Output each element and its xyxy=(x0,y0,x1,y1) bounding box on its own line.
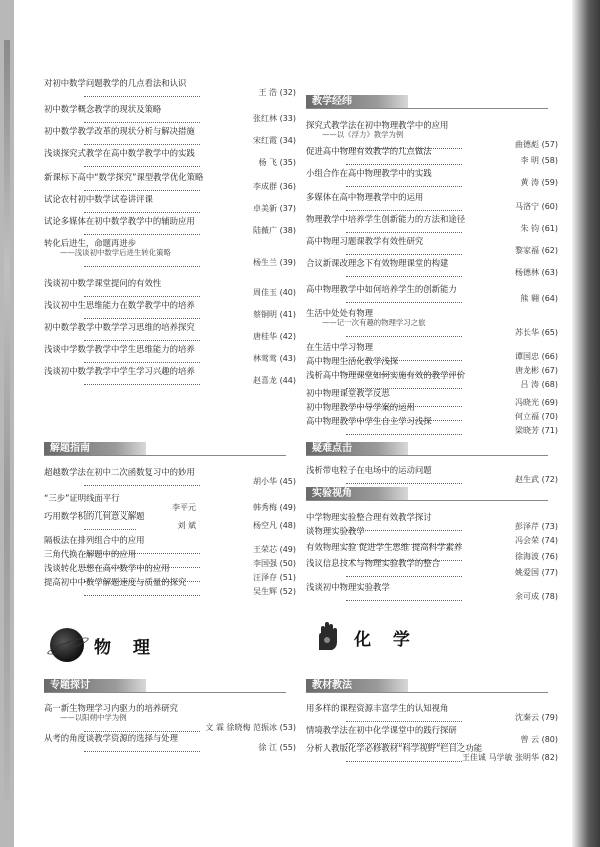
leader-dots xyxy=(84,595,200,596)
leader-dots xyxy=(84,266,200,267)
toc-entry-subtitle: ——浅谈初中数学后进生转化策略 xyxy=(60,248,171,257)
toc-entry xyxy=(306,192,558,211)
toc-entry-author-page: 姚爱国 (77) xyxy=(515,568,558,577)
toc-entry-author-page: 唐桂华 (42) xyxy=(253,332,296,341)
toc-entry xyxy=(306,236,558,255)
toc-entry-title: 物理教学中培养学生创新能力的方法和途径 xyxy=(306,214,466,224)
toc-entry-author-page: 沈秦云 (79) xyxy=(515,713,558,722)
toc-entry-title: 浅谈初中数学课堂提问的有效性 xyxy=(44,278,162,288)
toc-entry-author-page: 赵喜龙 (44) xyxy=(253,376,296,385)
toc-entry-author-page: 陆薇广 (38) xyxy=(253,226,296,235)
toc-entry-author-page: 吴生辉 (52) xyxy=(253,587,296,596)
subject-physics-label: 物 理 xyxy=(94,637,158,658)
toc-entry-title: 高中物理教学中如何培养学生的创新能力 xyxy=(306,284,457,294)
toc-entry-title: 浅析带电粒子在电场中的运动问题 xyxy=(306,465,432,475)
toc-entry xyxy=(306,703,558,722)
leader-dots xyxy=(84,340,200,341)
toc-entry-title: 用多样的课程资源丰富学生的认知视角 xyxy=(306,703,449,713)
toc-entry xyxy=(306,743,558,762)
toc-entry-subtitle: ——记一次有趣的物理学习之旅 xyxy=(322,318,426,327)
toc-entry-title: 浅谈转化思想在高中数学中的应用 xyxy=(44,563,170,573)
toc-entry-title: 浅析高中物理课堂如何实施有效的教学评价 xyxy=(306,370,466,380)
toc-entry-title: 小组合作在高中物理教学中的实践 xyxy=(306,168,432,178)
leader-dots xyxy=(84,296,200,297)
leader-dots xyxy=(346,761,462,762)
toc-entry-title: 转化后进生，命题再进步 xyxy=(44,238,137,248)
toc-entry xyxy=(44,194,296,213)
leader-dots xyxy=(84,166,200,167)
toc-entry-title: 初中数学教学改革的现状分析与解决措施 xyxy=(44,126,195,136)
toc-entry-title: 促进高中物理有效教学的几点做法 xyxy=(306,146,432,156)
toc-entry-author-page: 周佳玉 (40) xyxy=(253,288,296,297)
toc-entry-author-page: 何立福 (70) xyxy=(515,412,558,421)
toc-entry-author-page: 谭国忠 (66) xyxy=(515,352,558,361)
leader-dots xyxy=(84,144,200,145)
leader-dots xyxy=(84,234,200,235)
toc-entry-author-page: 韩秀梅 (49) xyxy=(253,503,296,512)
leader-dots xyxy=(346,254,462,255)
toc-entry-title: 初中数学教学中数学学习思维的培养探究 xyxy=(44,322,195,332)
toc-entry xyxy=(44,300,296,319)
toc-entry-author-page: 余可成 (78) xyxy=(515,592,558,601)
toc-entry-author-page: 杨德林 (63) xyxy=(515,268,558,277)
toc-entry xyxy=(306,465,558,484)
toc-entry xyxy=(44,703,296,732)
toc-entry-title: 生活中处处有物理 xyxy=(306,308,373,318)
toc-entry xyxy=(306,542,558,561)
leader-dots xyxy=(84,485,200,486)
toc-entry xyxy=(44,344,296,363)
toc-entry-author-page: 王 浩 (32) xyxy=(258,88,296,97)
leader-dots xyxy=(84,529,136,530)
toc-entry xyxy=(44,366,296,385)
toc-entry-author-page: 胡小华 (45) xyxy=(253,477,296,486)
toc-entry-author-page: 张红林 (33) xyxy=(253,114,296,123)
leader-dots xyxy=(346,600,462,601)
toc-entry-author-page: 李成群 (36) xyxy=(253,182,296,191)
toc-entry xyxy=(44,493,296,512)
toc-entry-author-page: 曾 云 (80) xyxy=(520,735,558,744)
toc-entry-subtitle: ——以《浮力》教学为例 xyxy=(322,130,404,139)
toc-entry-author-page: 宋红霞 (34) xyxy=(253,136,296,145)
toc-entry-author-page: 徐 江 (55) xyxy=(258,743,296,752)
subject-chemistry-heading xyxy=(310,620,418,654)
toc-entry-title: 试论农村初中数学试卷讲评课 xyxy=(44,194,153,204)
section-banner-yinandianji: 疑难点击 xyxy=(306,442,408,456)
toc-entry xyxy=(306,214,558,233)
toc-entry xyxy=(306,558,558,577)
toc-entry xyxy=(44,467,296,486)
physics-logo-icon xyxy=(50,628,84,662)
toc-entry-title: 浅谈中学数学教学中学生思维能力的培养 xyxy=(44,344,195,354)
toc-entry-title: 高中物理教学中学生自主学习浅探 xyxy=(306,416,432,426)
toc-entry xyxy=(44,104,296,123)
toc-entry-title: 超越数学法在初中二次函数复习中的妙用 xyxy=(44,467,195,477)
leader-dots xyxy=(346,434,462,435)
toc-entry-author-page: 冯会荣 (74) xyxy=(515,536,558,545)
section-banner-jiaocaijiaofa: 教材教法 xyxy=(306,679,408,693)
leader-dots xyxy=(84,731,200,732)
toc-entry xyxy=(44,172,296,191)
toc-entry xyxy=(44,511,296,530)
section-banner-jiaoxuejingwei: 教学经纬 xyxy=(306,95,408,109)
section-banner-zhuantitantao: 专题探讨 xyxy=(44,679,146,693)
toc-entry xyxy=(44,577,296,596)
toc-entry-title: 有效物理实验 促进学生思维 提高科学素养 xyxy=(306,542,463,552)
toc-entry-author-page: 王荣芯 (49) xyxy=(253,545,296,554)
toc-entry xyxy=(306,725,558,744)
toc-entry-author-page: 杨生兰 (39) xyxy=(253,258,296,267)
leader-dots xyxy=(84,122,200,123)
toc-entry xyxy=(306,308,558,337)
toc-entry-title: 多媒体在高中物理教学中的运用 xyxy=(306,192,424,202)
toc-entry-author-page: 马洛宁 (60) xyxy=(515,202,558,211)
toc-entry-author-page-secondary: 李平元 xyxy=(172,503,196,512)
toc-entry-subtitle: ——以阳朔中学为例 xyxy=(60,713,127,722)
toc-entry-title: 试论多媒体在初中数学教学中的辅助应用 xyxy=(44,216,195,226)
toc-entry xyxy=(306,120,558,149)
toc-entry-author-page: 朱 钧 (61) xyxy=(520,224,558,233)
leader-dots xyxy=(346,576,462,577)
toc-entry-author-page: 林莺莺 (43) xyxy=(253,354,296,363)
subject-chemistry-label: 化 学 xyxy=(354,629,418,650)
toc-entry xyxy=(306,146,558,165)
leader-dots xyxy=(84,751,200,752)
left-column xyxy=(44,0,296,847)
toc-entry-author-page: 黄 涛 (59) xyxy=(520,178,558,187)
toc-entry-author-page: 吕 涛 (68) xyxy=(520,380,558,389)
toc-entry-title: 高中物理生活化教学浅探 xyxy=(306,356,399,366)
toc-entry xyxy=(44,322,296,341)
toc-entry-author-page: 王佳诚 马学敏 张明华 (82) xyxy=(461,753,558,762)
toc-entry-title: 初中物理课堂教学反思 xyxy=(306,388,390,398)
toc-entry xyxy=(44,733,296,752)
toc-entry-title: 初中数学概念教学的现状及策略 xyxy=(44,104,162,114)
toc-entry-title: 探究式教学法在初中物理教学中的应用 xyxy=(306,120,449,130)
page-edge-shadow xyxy=(572,0,600,847)
toc-entry-author-page: 冯晓光 (69) xyxy=(515,398,558,407)
toc-entry-author-page: 熊 翱 (64) xyxy=(520,294,558,303)
toc-entry xyxy=(306,416,558,435)
leader-dots xyxy=(346,483,462,484)
toc-entry-title: 合议新课改理念下有效物理课堂的构建 xyxy=(306,258,449,268)
spine-strip xyxy=(0,0,14,847)
toc-entry-title: 高一新生物理学习内驱力的培养研究 xyxy=(44,703,178,713)
leader-dots xyxy=(84,212,200,213)
toc-entry xyxy=(44,216,296,235)
toc-entry-title: 浅议初中生思维能力在数学教学中的培养 xyxy=(44,300,195,310)
toc-entry-title: 高中物理习题课教学有效性研究 xyxy=(306,236,424,246)
toc-entry-title: 在生活中学习物理 xyxy=(306,342,373,352)
toc-entry-author-page: 卓美新 (37) xyxy=(253,204,296,213)
section-banner-jietizhinan: 解题指南 xyxy=(44,442,146,456)
subject-physics-heading xyxy=(50,628,158,662)
leader-dots xyxy=(346,210,462,211)
toc-entry-author-page: 杨 飞 (35) xyxy=(258,158,296,167)
toc-entry xyxy=(306,370,558,389)
toc-entry-author-page: 徐海波 (76) xyxy=(515,552,558,561)
toc-entry-title: 三角代换在解题中的应用 xyxy=(44,549,137,559)
toc-entry-title: 对初中数学问题教学的几点看法和认识 xyxy=(44,78,187,88)
toc-entry-title: 浅议信息技术与物理实验教学的整合 xyxy=(306,558,440,568)
toc-entry-author-page: 彭泽芹 (73) xyxy=(515,522,558,531)
leader-dots xyxy=(346,232,462,233)
leader-dots xyxy=(84,362,200,363)
toc-entry xyxy=(44,148,296,167)
leader-dots xyxy=(346,302,462,303)
toc-entry xyxy=(44,78,296,97)
toc-entry xyxy=(44,278,296,297)
toc-entry xyxy=(306,168,558,187)
leader-dots xyxy=(84,96,200,97)
leader-dots xyxy=(346,336,462,337)
toc-entry-author-page: 汪泽存 (51) xyxy=(253,573,296,582)
toc-entry-title: 隔板法在排列组合中的应用 xyxy=(44,535,145,545)
toc-entry-title: 浅谈初中数学教学中学生学习兴趣的培养 xyxy=(44,366,195,376)
toc-entry-author-page: 赵生武 (72) xyxy=(515,475,558,484)
toc-entry-author-page: 杨空凡 (48) xyxy=(253,521,296,530)
toc-entry-author-page: 苏长华 (65) xyxy=(515,328,558,337)
leader-dots xyxy=(346,721,462,722)
toc-entry-author-page: 唐龙彬 (67) xyxy=(515,366,558,375)
leader-dots xyxy=(84,318,200,319)
chemistry-hand-icon xyxy=(310,620,344,654)
toc-entry xyxy=(306,258,558,277)
toc-entry xyxy=(44,126,296,145)
toc-entry-title: “三步”证明线面平行 xyxy=(44,493,120,503)
section-banner-shiyanshijiao: 实验视角 xyxy=(306,487,408,501)
toc-entry-author-page: 黎家福 (62) xyxy=(515,246,558,255)
toc-entry-author-page-secondary: 刘 斌 xyxy=(177,521,196,530)
toc-entry xyxy=(44,238,296,267)
toc-entry-title: 谈物理实验教学 xyxy=(306,526,365,536)
leader-dots xyxy=(346,276,462,277)
toc-entry-title: 分析人教版化学必修教材“科学视野”栏目之功能 xyxy=(306,743,483,753)
leader-dots xyxy=(346,186,462,187)
toc-entry-title: 提高初中中数学解题速度与质量的探究 xyxy=(44,577,187,587)
toc-entry xyxy=(306,284,558,303)
toc-entry-author-page: 梁晓芳 (71) xyxy=(515,426,558,435)
spine-texture xyxy=(4,40,10,800)
leader-dots xyxy=(84,190,200,191)
right-column xyxy=(306,0,558,847)
toc-entry xyxy=(306,526,558,545)
toc-entry xyxy=(306,582,558,601)
toc-entry-title: 初中物理教学中导学案的运用 xyxy=(306,402,415,412)
toc-entry-title: 新课标下高中“数学探究”课型教学优化策略 xyxy=(44,172,204,182)
toc-entry-author-page: 蔡铜明 (41) xyxy=(253,310,296,319)
toc-entry-title: 情境教学法在初中化学课堂中的践行探研 xyxy=(306,725,457,735)
toc-entry-author-page: 李国强 (50) xyxy=(253,559,296,568)
toc-entry-title: 中学物理实验整合理有效教学探讨 xyxy=(306,512,432,522)
toc-entry-title: 浅谈探究式教学在高中数学教学中的实践 xyxy=(44,148,195,158)
toc-entry-title: 浅谈初中物理实验教学 xyxy=(306,582,390,592)
leader-dots xyxy=(346,164,462,165)
leader-dots xyxy=(84,384,200,385)
toc-entry-author-page: 文 霖 徐晓梅 范振冰 (53) xyxy=(205,723,296,732)
toc-entry-author-page: 曲德彪 (57) xyxy=(515,140,558,149)
toc-entry-title: 巧用数学积的几何意义解题 xyxy=(44,511,145,521)
toc-entry-author-page: 李 明 (58) xyxy=(520,156,558,165)
toc-entry-title: 从考的角度谈教学资源的选择与处理 xyxy=(44,733,178,743)
